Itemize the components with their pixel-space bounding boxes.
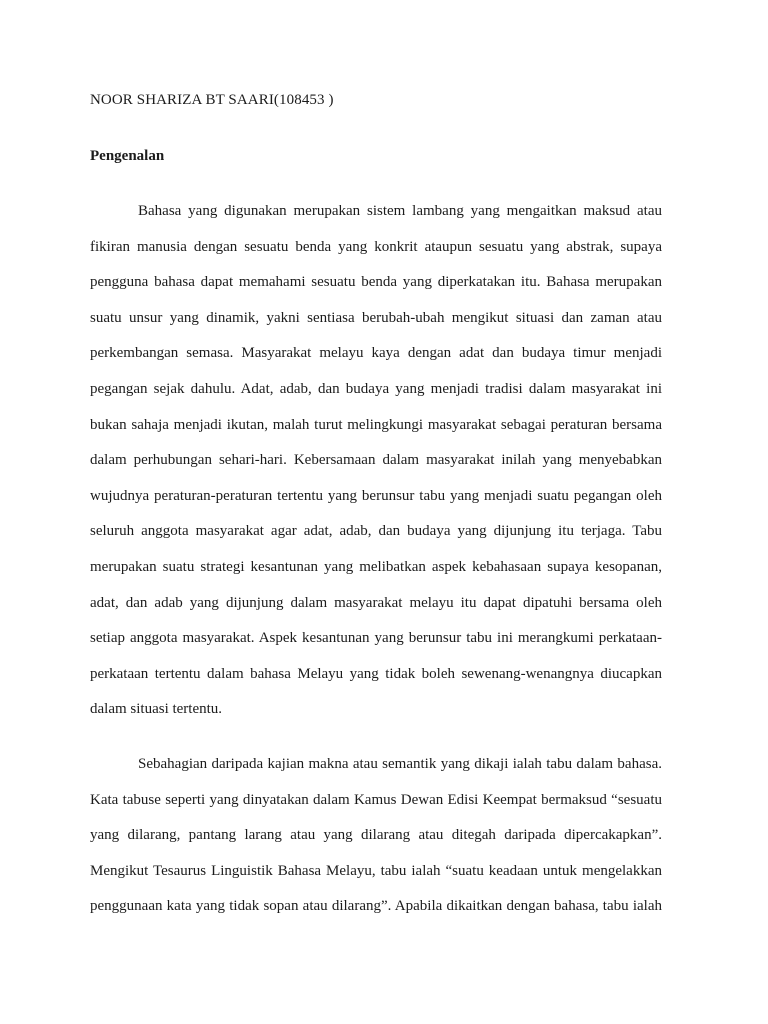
paragraph-line: seluruh anggota masyarakat agar adat, adab, dan budaya yang dijunjung itu terjaga. Tabu — [90, 523, 662, 540]
paragraph-line: pegangan sejak dahulu. Adat, adab, dan budaya yang menjadi tradisi dalam masyarakat ini — [90, 380, 662, 397]
paragraph-line: setiap anggota masyarakat. Aspek kesantunan yang berunsur tabu ini merangkumi perkataan- — [90, 630, 662, 647]
paragraph-1 — [90, 201, 662, 735]
paragraph-line: perkataan tertentu dalam bahasa Melayu yang tidak boleh sewenang-wenangnya diucapkan — [90, 665, 662, 682]
paragraph-line: dalam situasi tertentu. — [90, 701, 223, 718]
paragraph-line: fikiran manusia dengan sesuatu benda yang konkrit ataupun sesuatu yang abstrak, supaya — [90, 238, 662, 255]
paragraph-line: dalam perhubungan sehari-hari. Kebersamaan dalam masyarakat inilah yang menyebabkan — [90, 452, 662, 469]
author-line: NOOR SHARIZA BT SAARI(108453 ) — [90, 92, 334, 108]
paragraph-line: adat, dan adab yang dijunjung dalam masyarakat melayu itu dapat dipatuhi bersama oleh — [90, 594, 662, 611]
paragraph-line: merupakan suatu strategi kesantunan yang melibatkan aspek kebahasaan supaya kesopanan, — [90, 558, 662, 575]
paragraph-line: bukan sahaja menjadi ikutan, malah turut melingkungi masyarakat sebagai peraturan bersama — [90, 416, 662, 433]
paragraph-line: penggunaan kata yang tidak sopan atau dilarang”. Apabila dikaitkan dengan bahasa, tabu ialah — [90, 898, 662, 915]
paragraph-line: Mengikut Tesaurus Linguistik Bahasa Melayu, tabu ialah “suatu keadaan untuk mengelakkan — [90, 862, 662, 879]
paragraph-line: Sebahagian daripada kajian makna atau semantik yang dikaji ialah tabu dalam bahasa. — [138, 756, 662, 772]
paragraph-2 — [90, 754, 662, 932]
paragraph-line: suatu unsur yang dinamik, yakni sentiasa berubah-ubah mengikut situasi dan zaman atau — [90, 309, 662, 326]
paragraph-line: pengguna bahasa dapat memahami sesuatu benda yang diperkatakan itu. Bahasa merupakan — [90, 274, 662, 291]
section-heading: Pengenalan — [90, 148, 165, 164]
paragraph-line: yang dilarang, pantang larang atau yang dilarang atau ditegah daripada dipercakapkan”. — [90, 827, 662, 844]
paragraph-line: wujudnya peraturan-peraturan tertentu yang berunsur tabu yang menjadi suatu pegangan oleh — [90, 487, 662, 504]
paragraph-line: Bahasa yang digunakan merupakan sistem lambang yang mengaitkan maksud atau — [138, 203, 662, 219]
paragraph-line: perkembangan semasa. Masyarakat melayu kaya dengan adat dan budaya timur menjadi — [90, 345, 662, 362]
paragraph-line: Kata tabuse seperti yang dinyatakan dalam Kamus Dewan Edisi Keempat bermaksud “sesuatu — [90, 791, 662, 808]
